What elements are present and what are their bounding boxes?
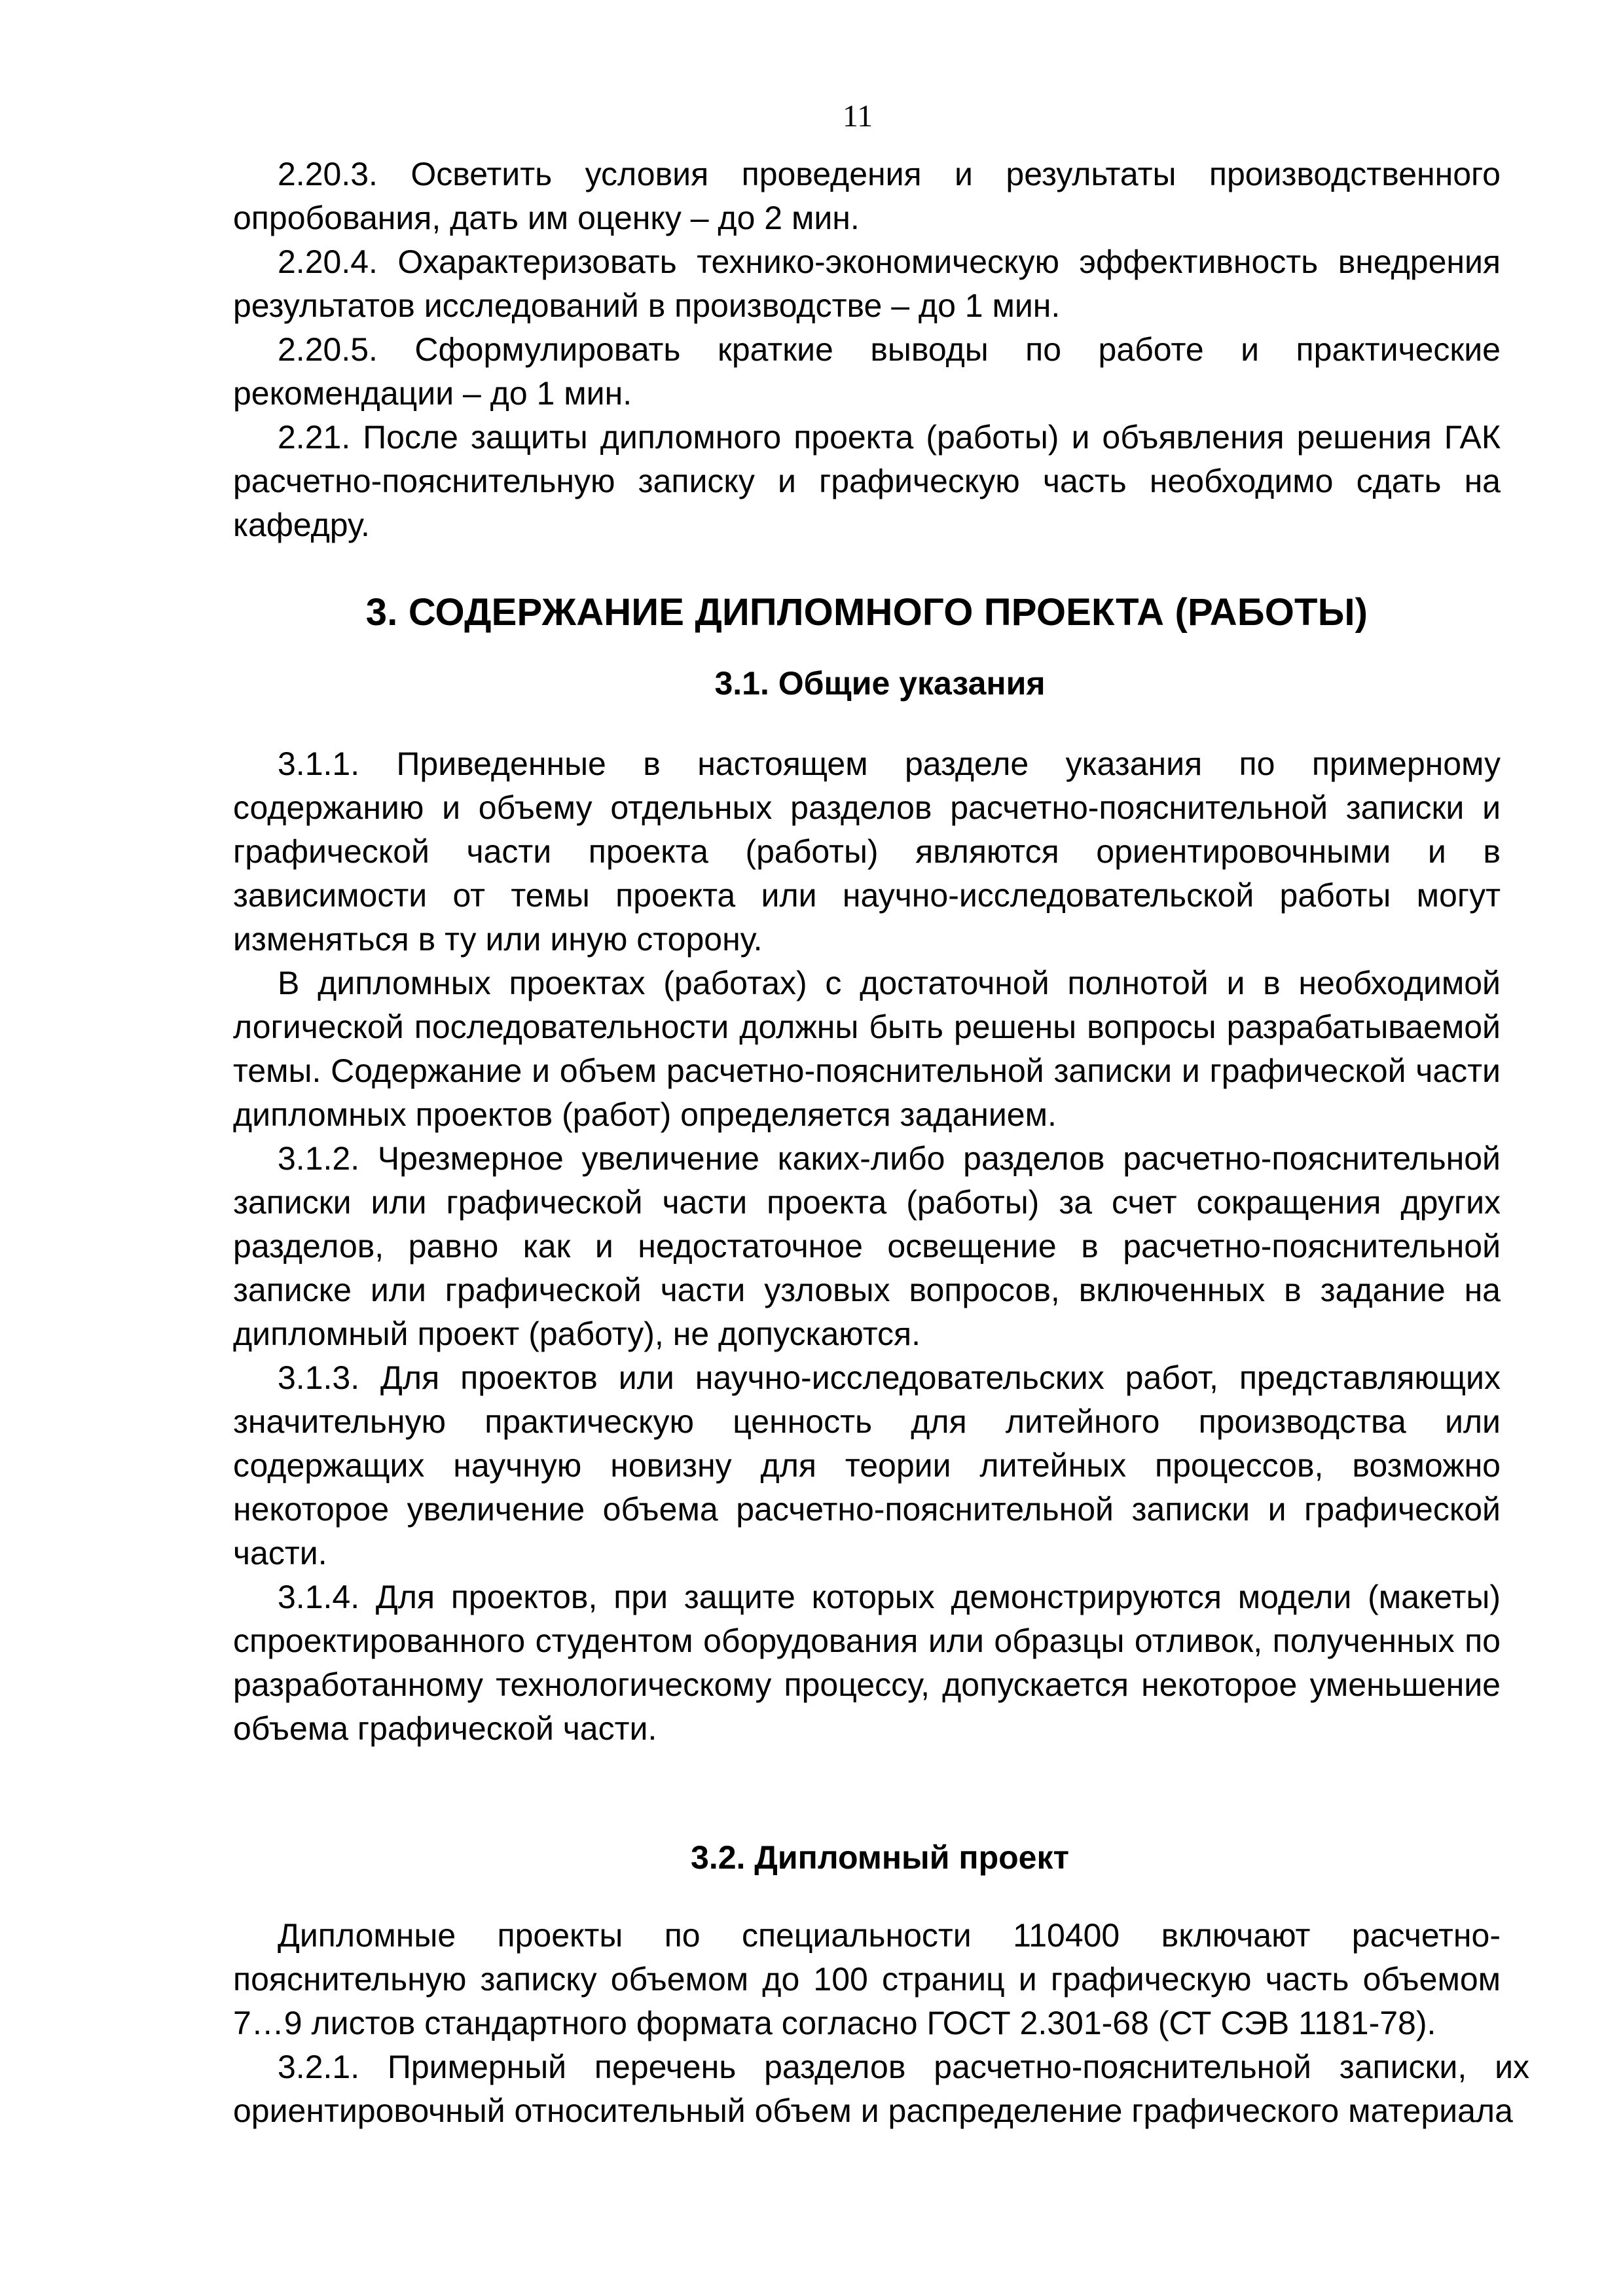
page-content (233, 152, 1529, 2133)
paragraph-3-2-1: 3.2.1. Примерный перечень разделов расчетно-пояснительной записки, их ориентировочный относительный объем и распределение графического материала (233, 2049, 1529, 2129)
paragraph-3-2-intro: Дипломные проекты по специальности 110400 включают расчетно-пояснительную записку объемом до 100 страниц и графическую часть объемом 7…9 листов стандартного формата согласно ГОСТ 2.301-68 (СТ СЭВ 1181-78). (233, 1917, 1501, 2041)
paragraph-2-20-3: 2.20.3. Осветить условия проведения и результаты производственного опробования, дать им оценку – до 2 мин. (233, 156, 1501, 236)
paragraph-3-1-2: 3.1.2. Чрезмерное увеличение каких-либо разделов расчетно-пояснительной записки или графической части проекта (работы) за счет сокращения других разделов, равно как и недостаточное освещение в расчетно-пояснительной записке или графической части узловых вопросов, включенных в задание на дипломный проект (работу), не допускаются. (233, 1140, 1501, 1352)
paragraph-3-1-1: 3.1.1. Приведенные в настоящем разделе указания по примерному содержанию и объему отдельных разделов расчетно-пояснительной записки и графической части проекта (работы) являются ориентировочными и в зависимости от темы проекта или научно-исследовательской работы могут изменяться в ту или иную сторону. (233, 745, 1501, 958)
paragraph-2-21: 2.21. После защиты дипломного проекта (работы) и объявления решения ГАК расчетно-пояснительную записку и графическую часть необходимо сдать на кафедру. (233, 419, 1501, 543)
paragraph-3-1-4: 3.1.4. Для проектов, при защите которых демонстрируются модели (макеты) спроектированного студентом оборудования или образцы отливок, полученных по разработанному технологическому процессу, допускается некоторое уменьшение объема графической части. (233, 1579, 1501, 1747)
paragraph-3-1-3: 3.1.3. Для проектов или научно-исследовательских работ, представляющих значительную практическую ценность для литейного производства или содержащих научную новизну для теории литейных процессов, возможно некоторое увеличение объема расчетно-пояснительной записки и графической части. (233, 1359, 1501, 1571)
paragraph-2-20-5: 2.20.5. Сформулировать краткие выводы по работе и практические рекомендации – до 1 мин. (233, 331, 1501, 412)
subsection-3-1-heading: 3.1. Общие указания (714, 665, 1046, 702)
page-number: 11 (842, 99, 873, 134)
paragraph-2-20-4: 2.20.4. Охарактеризовать технико-экономическую эффективность внедрения результатов исследований в производстве – до 1 мин. (233, 243, 1501, 324)
paragraph-3-1-1-continued: В дипломных проектах (работах) с достаточной полнотой и в необходимой логической последовательности должны быть решены вопросы разрабатываемой темы. Содержание и объем расчетно-пояснительной записки и графической части дипломных проектов (работ) определяется заданием. (233, 965, 1501, 1133)
section-3-heading: 3. СОДЕРЖАНИЕ ДИПЛОМНОГО ПРОЕКТА (РАБОТЫ) (365, 591, 1368, 634)
subsection-3-2-heading: 3.2. Дипломный проект (691, 1839, 1069, 1876)
